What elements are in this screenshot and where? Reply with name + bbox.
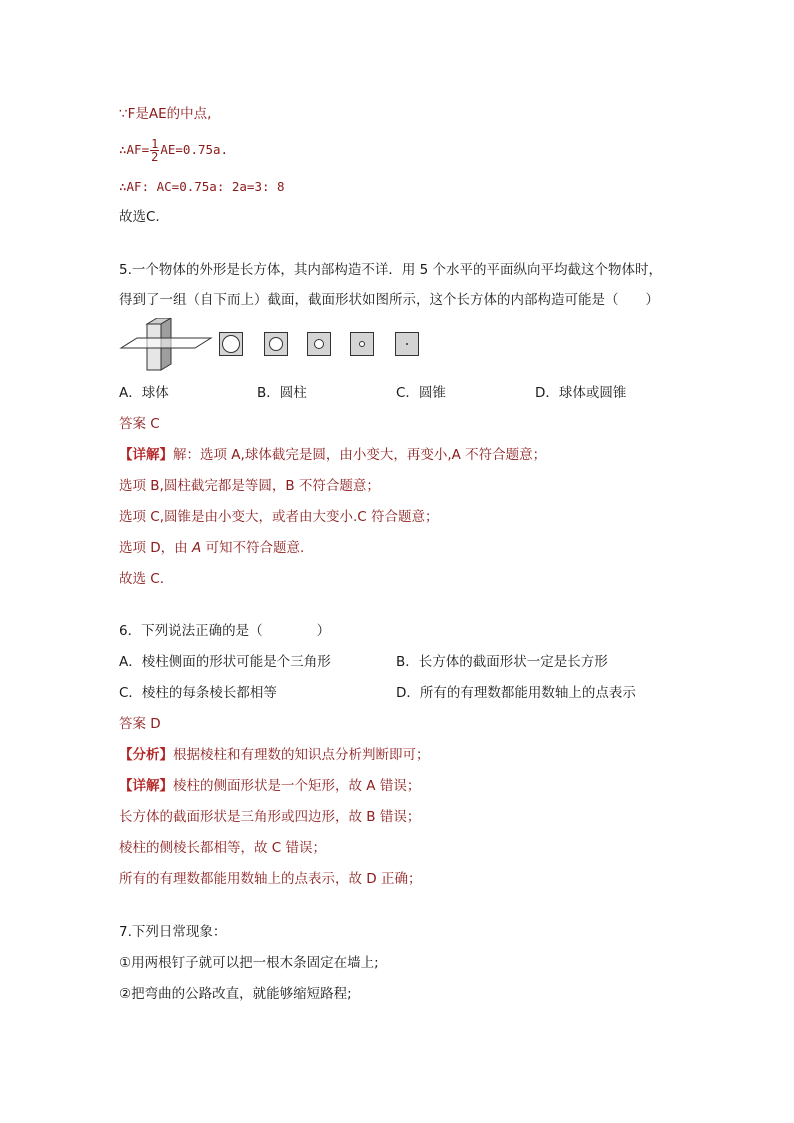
q5-detail-line1 [119,446,546,464]
detail-text: 解：选项 A,球体截完是圆，由小变大，再变小,A 不符合题意； [173,447,547,463]
detail-text: 选项 D，由 [119,540,192,556]
detail-variable: A [191,540,202,556]
cross-section-3 [307,332,331,356]
analysis-text: 根据棱柱和有理数的知识点分析判断即可； [173,747,430,763]
q6-option-d: D．所有的有理数都能用数轴上的点表示 [396,685,636,701]
detail-text: 可知不符合题意. [201,540,305,556]
solution-line: ∵F是AE的中点, [119,106,212,122]
q5-option-b: B．圆柱 [257,385,307,401]
q6-detail-line3: 棱柱的侧棱长都相等，故 C 错误； [119,840,327,856]
fraction-denominator: 2 [151,150,159,164]
cross-section-5 [395,332,419,356]
q6-stem: 6．下列说法正确的是（ ） [119,623,331,639]
cross-section-4 [350,332,374,356]
q5-option-d: D．球体或圆锥 [535,385,627,401]
q7-stem: 7.下列日常现象： [119,924,227,940]
fraction [150,138,159,163]
solution-fraction-line [119,138,228,163]
q5-stem-line2: 得到了一组（自下而上）截面，截面形状如图所示，这个长方体的内部构造可能是（ ） [119,292,659,308]
q5-detail-line4 [119,539,304,557]
q5-stem-line1: 5.一个物体的外形是长方体，其内部构造不详．用 5 个水平的平面纵向平均截这个物体时， [119,262,663,278]
q5-detail-line2: 选项 B,圆柱截完都是等圆，B 不符合题意； [119,478,380,494]
q6-option-b: B．长方体的截面形状一定是长方形 [396,654,608,670]
solution-conclusion: 故选C. [119,209,160,225]
solution-line: ∴AF: AC=0.75a: 2a=3: 8 [119,179,285,194]
detail-tag: 【详解】 [119,778,173,794]
q6-detail-line2: 长方体的截面形状是三角形或四边形，故 B 错误； [119,809,421,825]
q7-item1: ①用两根钉子就可以把一根木条固定在墙上; [119,955,379,971]
q7-item2: ②把弯曲的公路改直，就能够缩短路程; [119,986,352,1002]
solution-text: ∴AF= [119,142,150,157]
fraction-numerator: 1 [151,137,159,151]
q5-option-a: A．球体 [119,385,169,401]
cross-section-2 [264,332,288,356]
detail-tag: 【详解】 [119,447,173,463]
q5-option-c: C．圆锥 [396,385,446,401]
q5-answer: 答案 C [119,416,160,432]
analysis-tag: 【分析】 [119,747,173,763]
cuboid-with-plane-illustration [119,318,214,374]
q5-cross-section-figure [119,318,429,374]
q6-option-c: C．棱柱的每条棱长都相等 [119,685,277,701]
q5-detail-line3: 选项 C,圆锥是由小变大，或者由大变小.C 符合题意； [119,509,439,525]
q5-conclusion: 故选 C. [119,571,165,587]
q6-detail-line1 [119,777,420,795]
q6-answer: 答案 D [119,716,161,732]
q6-detail-line4: 所有的有理数都能用数轴上的点表示，故 D 正确； [119,871,422,887]
cross-section-1 [219,332,243,356]
solution-text: AE=0.75a. [160,142,229,157]
q6-analysis [119,746,430,764]
q6-option-a: A．棱柱侧面的形状可能是个三角形 [119,654,331,670]
detail-text: 棱柱的侧面形状是一个矩形，故 A 错误； [173,778,421,794]
